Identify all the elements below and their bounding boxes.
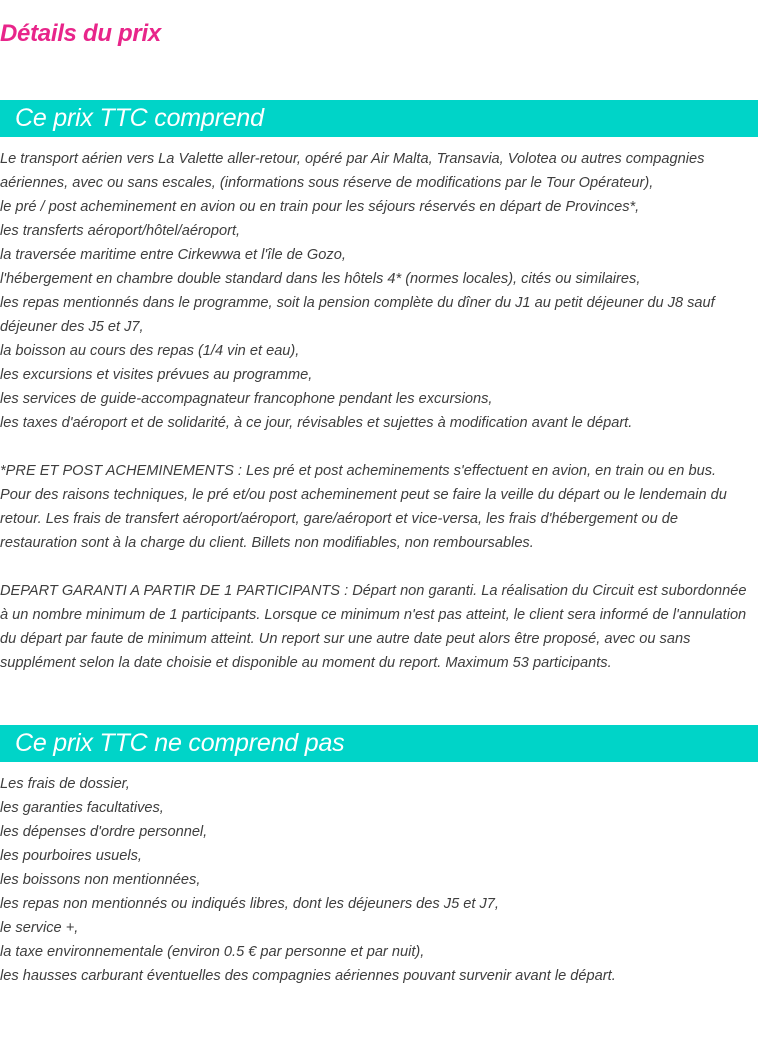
included-section-header [0, 100, 758, 137]
excluded-text: Les frais de dossier, les garanties facultatives, les dépenses d'ordre personnel, les pourboires usuels, les boissons non mentionnées, les repas non mentionnés ou indiqués libres, dont les déjeuners des J5 et J7, le service +, la taxe environnementale (environ 0.5 € par personne et par nuit), les hausses carburant éventuelles des compagnies aériennes pouvant survenir avant le départ. [0, 776, 616, 984]
depart-garanti-note [0, 579, 750, 675]
acheminement-note [0, 459, 750, 555]
excluded-list [0, 772, 750, 988]
excluded-section-header [0, 725, 758, 762]
excluded-heading: Ce prix TTC ne comprend pas [15, 729, 345, 757]
included-list [0, 147, 750, 435]
included-text: Le transport aérien vers La Valette aller-retour, opéré par Air Malta, Transavia, Volotea ou autres compagnies aériennes, avec ou sans escales, (informations sous réserve de modifications par le Tour Opérateur), le pré / post acheminement en avion ou en train pour les séjours réservés en départ de Provinces*, les transferts aéroport/hôtel/aéroport, la traversée maritime entre Cirkewwa et l'île de Gozo, l'hébergement en chambre double standard dans les hôtels 4* (normes locales), cités ou similaires, les repas mentionnés dans le programme, soit la pension complète du dîner du J1 au petit déjeuner du J8 sauf déjeuner des J5 et J7, la boisson au cours des repas (1/4 vin et eau), les excursions et visites prévues au programme, les services de guide-accompagnateur francophone pendant les excursions, les taxes d'aéroport et de solidarité, à ce jour, révisables et sujettes à modification avant le départ. [0, 151, 715, 431]
depart-garanti-note-text: DEPART GARANTI A PARTIR DE 1 PARTICIPANTS : Départ non garanti. La réalisation du Circuit est subordonnée à un nombre minimum de 1 participants. Lorsque ce minimum n'est pas atteint, le client sera informé de l'annulation du départ par faute de minimum atteint. Un report sur une autre date peut alors être proposé, avec ou sans supplément selon la date choisie et disponible au moment du report. Maximum 53 participants. [0, 583, 747, 671]
acheminement-note-text: *PRE ET POST ACHEMINEMENTS : Les pré et post acheminements s'effectuent en avion, en train ou en bus. Pour des raisons techniques, le pré et/ou post acheminement peut se faire la veille du départ ou le lendemain du retour. Les frais de transfert aéroport/aéroport, gare/aéroport et vice-versa, les frais d'hébergement ou de restauration sont à la charge du client. Billets non modifiables, non remboursables. [0, 463, 727, 551]
page-title: Détails du prix [0, 20, 161, 47]
included-heading: Ce prix TTC comprend [15, 104, 264, 132]
